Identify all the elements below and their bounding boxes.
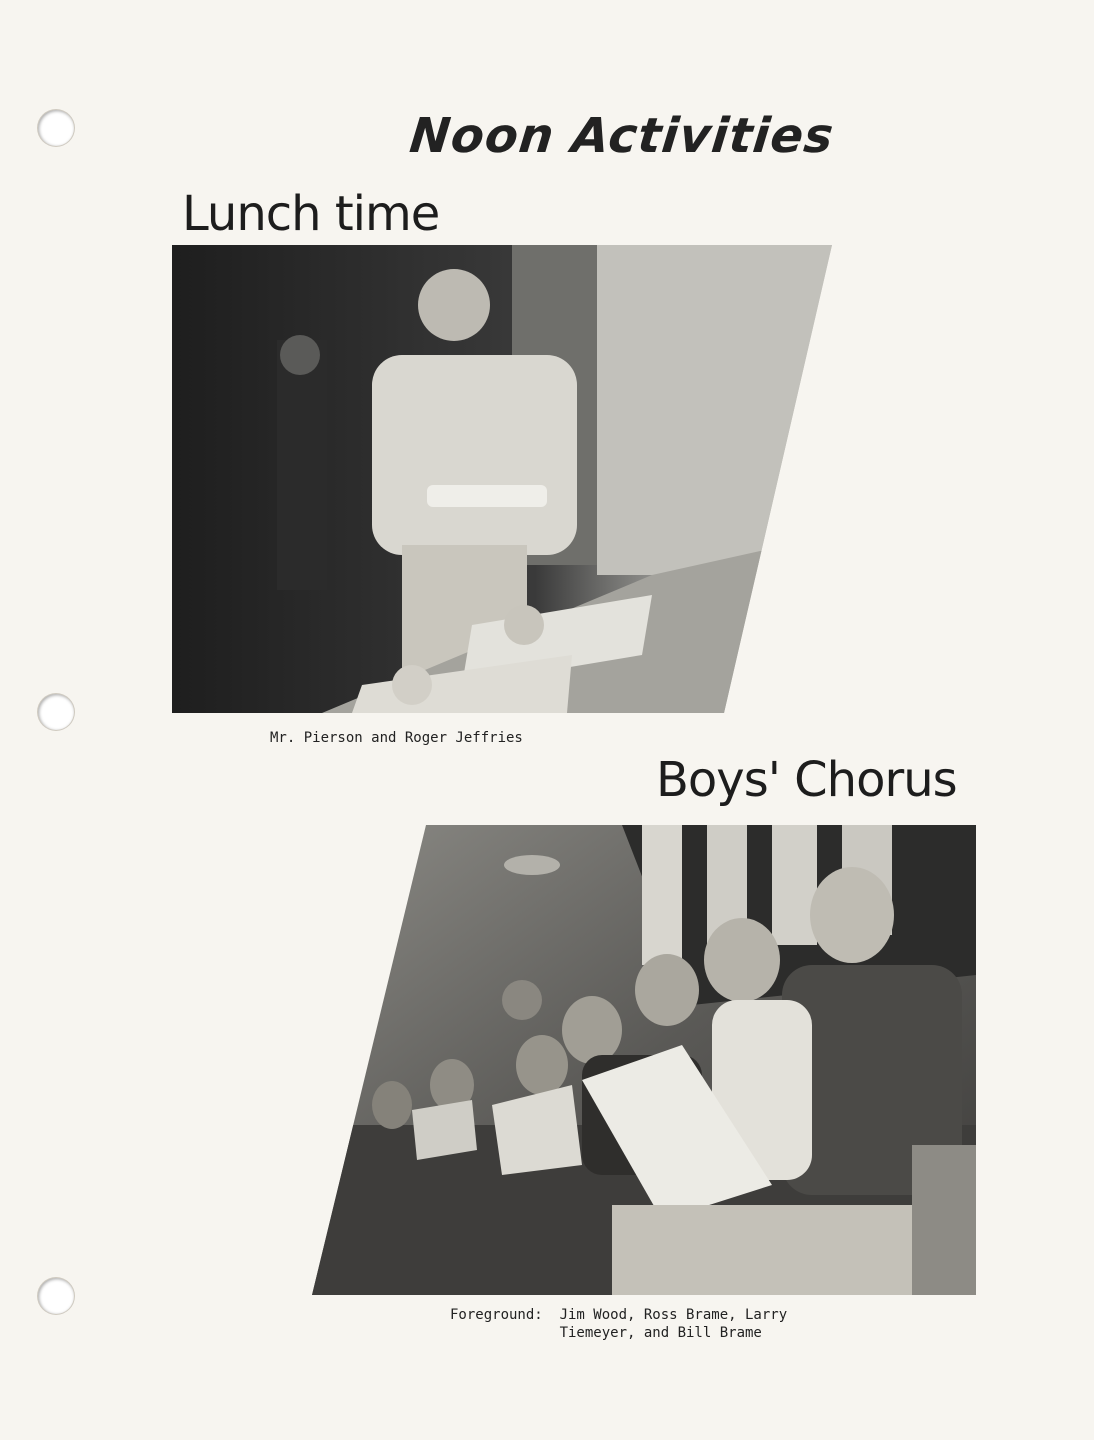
page-title: Noon Activities [407, 108, 837, 164]
binder-hole-bottom [38, 1278, 74, 1314]
section-heading-lunch: Lunch time [182, 186, 440, 242]
caption-boys-line-1: Foreground: Jim Wood, Ross Brame, Larry [450, 1307, 788, 1323]
binder-hole-middle [38, 694, 74, 730]
photo-lunch-time [172, 245, 832, 713]
caption-boys-line-2: Tiemeyer, and Bill Brame [450, 1325, 762, 1341]
caption-lunch: Mr. Pierson and Roger Jeffries [270, 730, 523, 746]
caption-boys-chorus [450, 1306, 787, 1342]
binder-hole-top [38, 110, 74, 146]
photo-boys-chorus [312, 825, 976, 1295]
section-heading-boys-chorus: Boys' Chorus [656, 752, 957, 808]
